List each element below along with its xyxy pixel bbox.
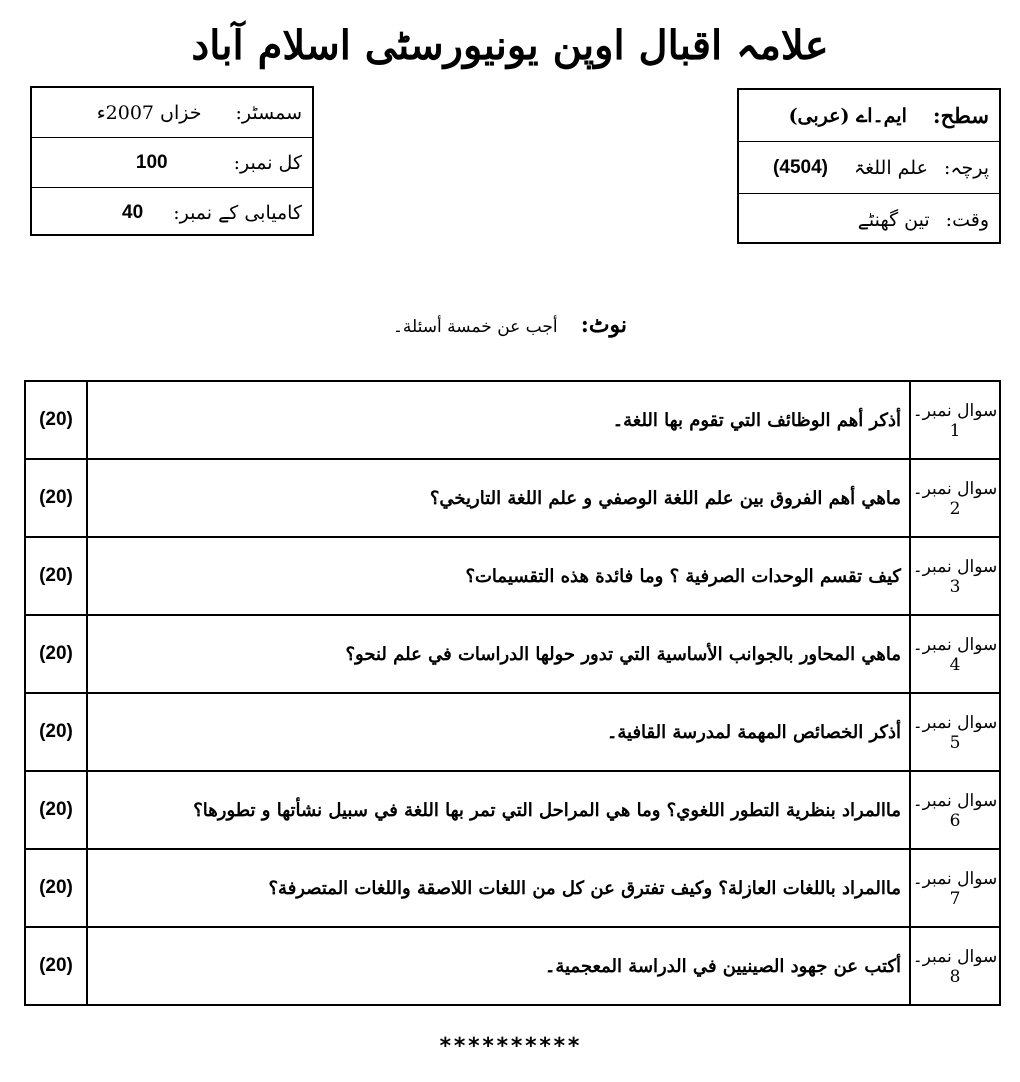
paper-row	[739, 142, 999, 194]
question-row	[25, 849, 1000, 927]
questions-table	[24, 380, 1001, 1006]
question-row	[25, 693, 1000, 771]
paper-code: (4504)	[773, 156, 828, 178]
question-text: ماالمراد بنظرية التطور اللغوي؟ وما هي المراحل التي تمر بها اللغة في سبيل نشأتها و تطورها؟	[87, 771, 910, 849]
question-number: سوال نمبر۔3	[910, 537, 1000, 615]
note-label: نوٹ:	[580, 312, 628, 338]
question-marks: (20)	[25, 771, 87, 849]
question-row	[25, 615, 1000, 693]
university-title: علامہ اقبال اوپن یونیورسٹی اسلام آباد	[191, 22, 829, 69]
pass-marks-label: کامیابی کے نمبر:	[173, 202, 302, 224]
question-text: كيف تقسم الوحدات الصرفية ؟ وما فائدة هذه التقسيمات؟	[87, 537, 910, 615]
paper-name: علم اللغۃ	[853, 156, 928, 179]
level-row	[739, 90, 999, 142]
end-stars: **********	[438, 1034, 582, 1059]
question-number: سوال نمبر۔4	[910, 615, 1000, 693]
note-text: أجب عن خمسة أسئلة۔	[392, 317, 558, 337]
time-value: تین گھنٹے	[857, 209, 930, 231]
semester-value: خزاں 2007ء	[96, 101, 202, 124]
question-marks: (20)	[25, 381, 87, 459]
question-number: سوال نمبر۔1	[910, 381, 1000, 459]
question-row	[25, 927, 1000, 1005]
pass-marks-row	[32, 188, 312, 238]
time-row	[739, 194, 999, 246]
semester-label: سمسٹر:	[235, 101, 302, 124]
question-marks: (20)	[25, 693, 87, 771]
total-marks-label: کل نمبر:	[233, 151, 302, 174]
question-text: أذكر أهم الوظائف التي تقوم بها اللغة۔	[87, 381, 910, 459]
question-marks: (20)	[25, 615, 87, 693]
question-number: سوال نمبر۔6	[910, 771, 1000, 849]
question-marks: (20)	[25, 537, 87, 615]
course-info-box	[737, 88, 1001, 244]
total-marks-row	[32, 138, 312, 188]
question-marks: (20)	[25, 849, 87, 927]
pass-marks-value: 40	[122, 202, 144, 223]
question-row	[25, 537, 1000, 615]
level-value: ایم۔اے (عربی)	[788, 104, 907, 127]
question-text: ماهي المحاور بالجوانب الأساسية التي تدور حولها الدراسات في علم لنحو؟	[87, 615, 910, 693]
question-text: ماهي أهم الفروق بين علم اللغة الوصفي و علم اللغة التاريخي؟	[87, 459, 910, 537]
question-text: أذكر الخصائص المهمة لمدرسة القافية۔	[87, 693, 910, 771]
total-marks-value: 100	[135, 151, 168, 173]
question-marks: (20)	[25, 927, 87, 1005]
question-number: سوال نمبر۔2	[910, 459, 1000, 537]
time-label: وقت:	[945, 209, 989, 231]
paper-label: پرچہ:	[943, 156, 989, 179]
instruction-note	[0, 312, 1020, 338]
semester-row	[32, 88, 312, 138]
exam-info-box	[30, 86, 314, 236]
question-number: سوال نمبر۔5	[910, 693, 1000, 771]
question-marks: (20)	[25, 459, 87, 537]
question-row	[25, 771, 1000, 849]
question-row	[25, 459, 1000, 537]
question-number: سوال نمبر۔7	[910, 849, 1000, 927]
level-label: سطح:	[932, 103, 989, 128]
question-row	[25, 381, 1000, 459]
question-text: ماالمراد باللغات العازلة؟ وكيف تفترق عن كل من اللغات اللاصقة واللغات المتصرفة؟	[87, 849, 910, 927]
question-number: سوال نمبر۔8	[910, 927, 1000, 1005]
question-text: أكتب عن جهود الصينيين في الدراسة المعجمية۔	[87, 927, 910, 1005]
